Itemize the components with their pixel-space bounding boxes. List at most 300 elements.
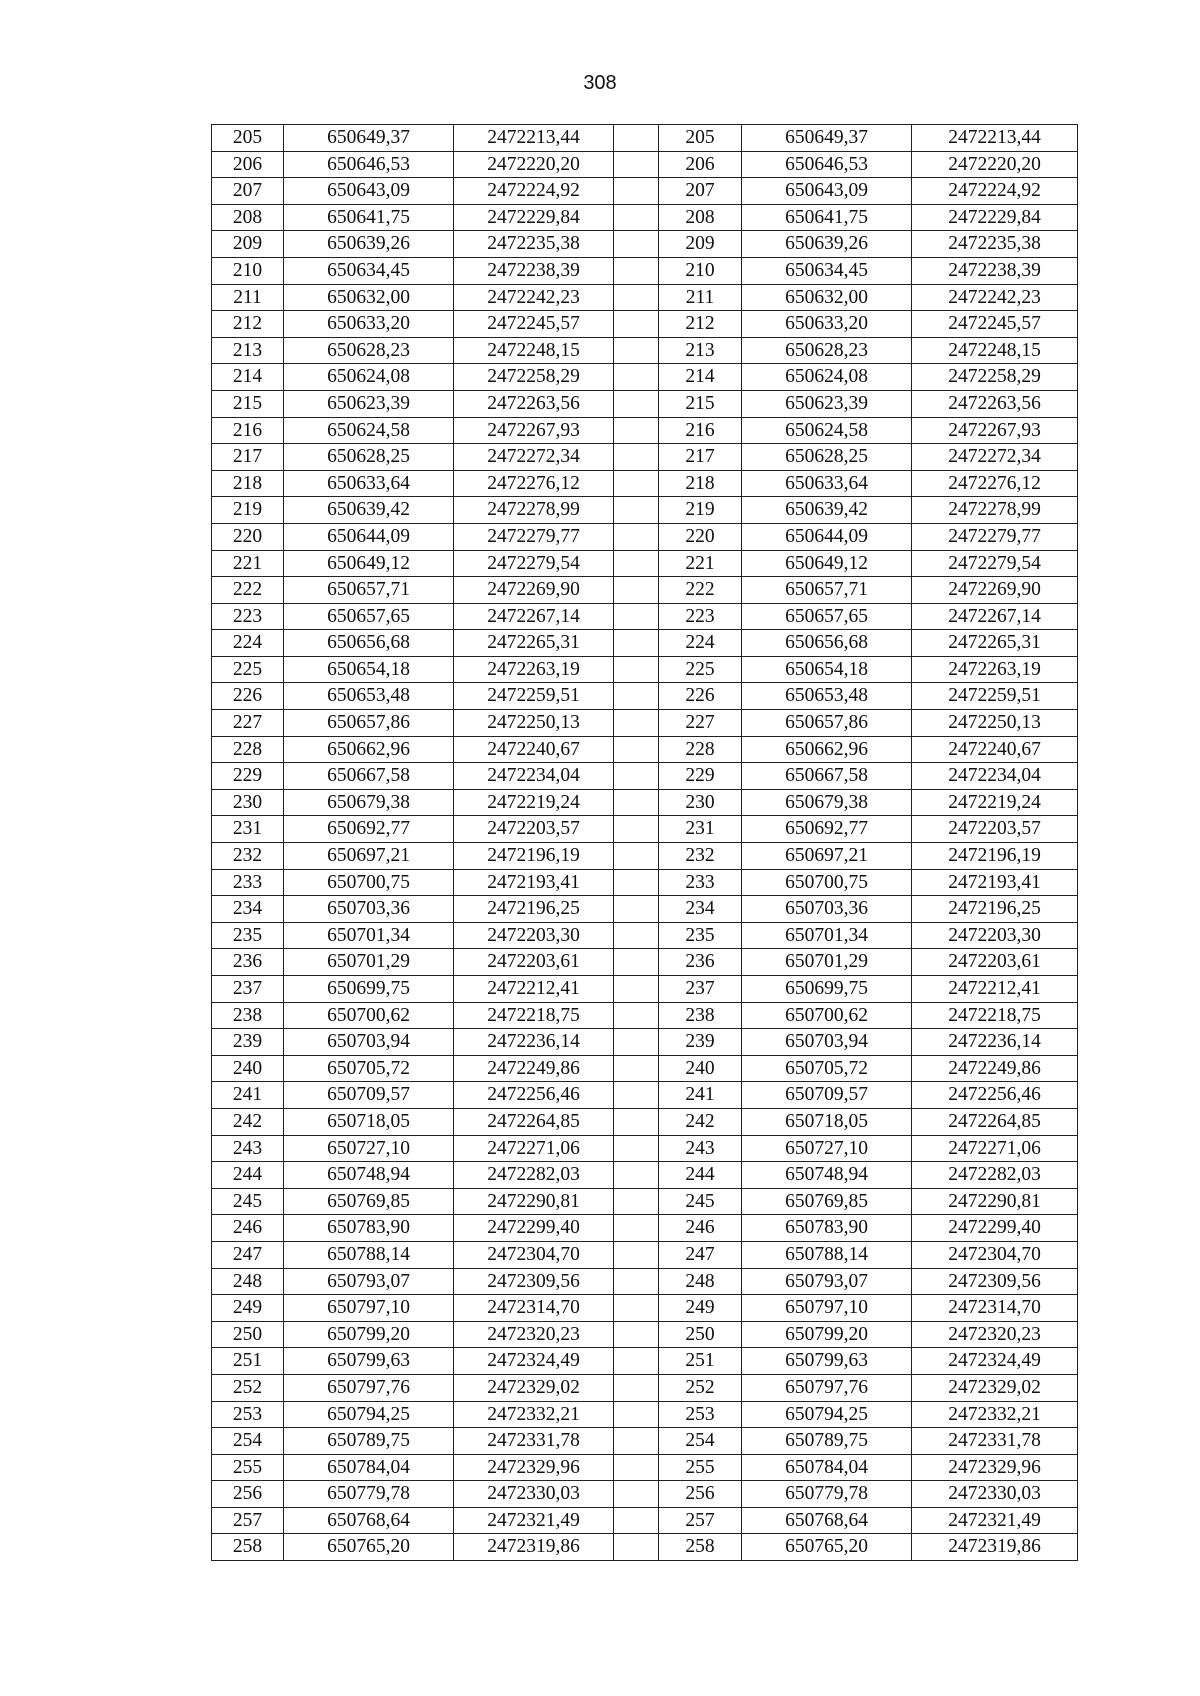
left-y-coordinate: 2472324,49 <box>454 1348 614 1375</box>
page-number: 308 <box>583 72 617 94</box>
table-row <box>212 417 1078 444</box>
right-x-coordinate: 650628,25 <box>742 444 912 471</box>
table-row <box>212 1321 1078 1348</box>
right-point-number: 248 <box>659 1268 742 1295</box>
right-y-coordinate: 2472259,51 <box>912 683 1078 710</box>
table-row <box>212 231 1078 258</box>
right-x-coordinate: 650634,45 <box>742 257 912 284</box>
table-row <box>212 896 1078 923</box>
right-x-coordinate: 650793,07 <box>742 1268 912 1295</box>
right-x-coordinate: 650784,04 <box>742 1454 912 1481</box>
right-x-coordinate: 650765,20 <box>742 1534 912 1561</box>
table-row <box>212 444 1078 471</box>
right-x-coordinate: 650701,34 <box>742 922 912 949</box>
empty-separator-cell <box>614 1135 659 1162</box>
right-x-coordinate: 650779,78 <box>742 1481 912 1508</box>
left-point-number: 216 <box>212 417 284 444</box>
right-point-number: 225 <box>659 656 742 683</box>
empty-separator-cell <box>614 763 659 790</box>
right-x-coordinate: 650641,75 <box>742 204 912 231</box>
left-point-number: 225 <box>212 656 284 683</box>
left-point-number: 238 <box>212 1002 284 1029</box>
right-y-coordinate: 2472269,90 <box>912 577 1078 604</box>
right-y-coordinate: 2472263,19 <box>912 656 1078 683</box>
right-y-coordinate: 2472329,02 <box>912 1374 1078 1401</box>
left-y-coordinate: 2472269,90 <box>454 577 614 604</box>
right-y-coordinate: 2472234,04 <box>912 763 1078 790</box>
empty-separator-cell <box>614 896 659 923</box>
empty-separator-cell <box>614 125 659 152</box>
right-x-coordinate: 650697,21 <box>742 843 912 870</box>
right-y-coordinate: 2472267,93 <box>912 417 1078 444</box>
table-row <box>212 976 1078 1003</box>
empty-separator-cell <box>614 1401 659 1428</box>
right-y-coordinate: 2472242,23 <box>912 284 1078 311</box>
left-point-number: 239 <box>212 1029 284 1056</box>
right-point-number: 241 <box>659 1082 742 1109</box>
empty-separator-cell <box>614 1162 659 1189</box>
left-y-coordinate: 2472279,54 <box>454 550 614 577</box>
right-y-coordinate: 2472321,49 <box>912 1507 1078 1534</box>
left-y-coordinate: 2472196,25 <box>454 896 614 923</box>
left-y-coordinate: 2472299,40 <box>454 1215 614 1242</box>
left-y-coordinate: 2472265,31 <box>454 630 614 657</box>
table-row <box>212 869 1078 896</box>
table-row <box>212 1135 1078 1162</box>
left-point-number: 210 <box>212 257 284 284</box>
left-y-coordinate: 2472235,38 <box>454 231 614 258</box>
right-point-number: 252 <box>659 1374 742 1401</box>
left-point-number: 246 <box>212 1215 284 1242</box>
right-point-number: 257 <box>659 1507 742 1534</box>
left-y-coordinate: 2472271,06 <box>454 1135 614 1162</box>
left-x-coordinate: 650794,25 <box>284 1401 454 1428</box>
right-y-coordinate: 2472304,70 <box>912 1241 1078 1268</box>
right-x-coordinate: 650789,75 <box>742 1428 912 1455</box>
left-y-coordinate: 2472203,61 <box>454 949 614 976</box>
empty-separator-cell <box>614 1321 659 1348</box>
left-point-number: 205 <box>212 125 284 152</box>
left-point-number: 236 <box>212 949 284 976</box>
right-point-number: 232 <box>659 843 742 870</box>
right-y-coordinate: 2472196,25 <box>912 896 1078 923</box>
right-x-coordinate: 650624,58 <box>742 417 912 444</box>
left-y-coordinate: 2472314,70 <box>454 1295 614 1322</box>
empty-separator-cell <box>614 1241 659 1268</box>
left-point-number: 240 <box>212 1055 284 1082</box>
table-row <box>212 1241 1078 1268</box>
empty-separator-cell <box>614 656 659 683</box>
right-y-coordinate: 2472319,86 <box>912 1534 1078 1561</box>
left-y-coordinate: 2472219,24 <box>454 789 614 816</box>
right-point-number: 239 <box>659 1029 742 1056</box>
empty-separator-cell <box>614 417 659 444</box>
right-point-number: 247 <box>659 1241 742 1268</box>
right-x-coordinate: 650628,23 <box>742 337 912 364</box>
right-y-coordinate: 2472267,14 <box>912 603 1078 630</box>
right-y-coordinate: 2472224,92 <box>912 178 1078 205</box>
table-row <box>212 1428 1078 1455</box>
left-x-coordinate: 650789,75 <box>284 1428 454 1455</box>
table-row <box>212 710 1078 737</box>
empty-separator-cell <box>614 231 659 258</box>
left-x-coordinate: 650656,68 <box>284 630 454 657</box>
table-row <box>212 736 1078 763</box>
empty-separator-cell <box>614 151 659 178</box>
left-point-number: 255 <box>212 1454 284 1481</box>
left-x-coordinate: 650765,20 <box>284 1534 454 1561</box>
left-x-coordinate: 650628,25 <box>284 444 454 471</box>
left-y-coordinate: 2472249,86 <box>454 1055 614 1082</box>
right-point-number: 214 <box>659 364 742 391</box>
right-point-number: 207 <box>659 178 742 205</box>
right-x-coordinate: 650727,10 <box>742 1135 912 1162</box>
left-y-coordinate: 2472278,99 <box>454 497 614 524</box>
right-point-number: 256 <box>659 1481 742 1508</box>
right-point-number: 244 <box>659 1162 742 1189</box>
right-point-number: 231 <box>659 816 742 843</box>
left-point-number: 207 <box>212 178 284 205</box>
empty-separator-cell <box>614 284 659 311</box>
table-row <box>212 1188 1078 1215</box>
left-y-coordinate: 2472329,96 <box>454 1454 614 1481</box>
empty-separator-cell <box>614 949 659 976</box>
left-y-coordinate: 2472203,57 <box>454 816 614 843</box>
left-y-coordinate: 2472329,02 <box>454 1374 614 1401</box>
left-y-coordinate: 2472330,03 <box>454 1481 614 1508</box>
right-y-coordinate: 2472299,40 <box>912 1215 1078 1242</box>
table-row <box>212 1108 1078 1135</box>
right-x-coordinate: 650639,42 <box>742 497 912 524</box>
left-y-coordinate: 2472279,77 <box>454 523 614 550</box>
left-x-coordinate: 650667,58 <box>284 763 454 790</box>
left-y-coordinate: 2472263,19 <box>454 656 614 683</box>
left-y-coordinate: 2472203,30 <box>454 922 614 949</box>
table-row <box>212 364 1078 391</box>
left-x-coordinate: 650748,94 <box>284 1162 454 1189</box>
left-point-number: 254 <box>212 1428 284 1455</box>
left-x-coordinate: 650641,75 <box>284 204 454 231</box>
left-y-coordinate: 2472236,14 <box>454 1029 614 1056</box>
table-row <box>212 1055 1078 1082</box>
right-point-number: 218 <box>659 470 742 497</box>
right-x-coordinate: 650797,10 <box>742 1295 912 1322</box>
table-row <box>212 603 1078 630</box>
left-point-number: 243 <box>212 1135 284 1162</box>
left-x-coordinate: 650624,08 <box>284 364 454 391</box>
right-x-coordinate: 650794,25 <box>742 1401 912 1428</box>
left-y-coordinate: 2472263,56 <box>454 390 614 417</box>
left-x-coordinate: 650799,63 <box>284 1348 454 1375</box>
right-y-coordinate: 2472279,54 <box>912 550 1078 577</box>
right-point-number: 222 <box>659 577 742 604</box>
right-x-coordinate: 650623,39 <box>742 390 912 417</box>
right-x-coordinate: 650656,68 <box>742 630 912 657</box>
right-point-number: 229 <box>659 763 742 790</box>
empty-separator-cell <box>614 204 659 231</box>
table-row <box>212 1029 1078 1056</box>
right-point-number: 227 <box>659 710 742 737</box>
left-x-coordinate: 650769,85 <box>284 1188 454 1215</box>
left-y-coordinate: 2472229,84 <box>454 204 614 231</box>
right-y-coordinate: 2472193,41 <box>912 869 1078 896</box>
left-y-coordinate: 2472282,03 <box>454 1162 614 1189</box>
left-point-number: 234 <box>212 896 284 923</box>
table-row <box>212 1215 1078 1242</box>
left-x-coordinate: 650701,34 <box>284 922 454 949</box>
right-y-coordinate: 2472212,41 <box>912 976 1078 1003</box>
table-row <box>212 1002 1078 1029</box>
right-point-number: 210 <box>659 257 742 284</box>
left-y-coordinate: 2472272,34 <box>454 444 614 471</box>
table-row <box>212 949 1078 976</box>
right-point-number: 224 <box>659 630 742 657</box>
left-point-number: 228 <box>212 736 284 763</box>
left-x-coordinate: 650639,42 <box>284 497 454 524</box>
left-x-coordinate: 650793,07 <box>284 1268 454 1295</box>
left-y-coordinate: 2472242,23 <box>454 284 614 311</box>
left-x-coordinate: 650634,45 <box>284 257 454 284</box>
right-x-coordinate: 650653,48 <box>742 683 912 710</box>
left-x-coordinate: 650784,04 <box>284 1454 454 1481</box>
left-x-coordinate: 650657,86 <box>284 710 454 737</box>
right-y-coordinate: 2472219,24 <box>912 789 1078 816</box>
table-row <box>212 1162 1078 1189</box>
right-y-coordinate: 2472309,56 <box>912 1268 1078 1295</box>
left-x-coordinate: 650646,53 <box>284 151 454 178</box>
left-point-number: 258 <box>212 1534 284 1561</box>
right-x-coordinate: 650709,57 <box>742 1082 912 1109</box>
left-x-coordinate: 650783,90 <box>284 1215 454 1242</box>
right-x-coordinate: 650657,71 <box>742 577 912 604</box>
coordinates-table-body <box>212 125 1078 1561</box>
right-y-coordinate: 2472250,13 <box>912 710 1078 737</box>
left-point-number: 233 <box>212 869 284 896</box>
left-point-number: 218 <box>212 470 284 497</box>
left-y-coordinate: 2472248,15 <box>454 337 614 364</box>
table-row <box>212 1348 1078 1375</box>
left-point-number: 221 <box>212 550 284 577</box>
left-x-coordinate: 650624,58 <box>284 417 454 444</box>
right-y-coordinate: 2472331,78 <box>912 1428 1078 1455</box>
left-y-coordinate: 2472267,93 <box>454 417 614 444</box>
left-point-number: 257 <box>212 1507 284 1534</box>
left-x-coordinate: 650649,12 <box>284 550 454 577</box>
empty-separator-cell <box>614 603 659 630</box>
left-point-number: 213 <box>212 337 284 364</box>
left-y-coordinate: 2472304,70 <box>454 1241 614 1268</box>
right-y-coordinate: 2472264,85 <box>912 1108 1078 1135</box>
left-x-coordinate: 650628,23 <box>284 337 454 364</box>
left-x-coordinate: 650657,71 <box>284 577 454 604</box>
right-point-number: 217 <box>659 444 742 471</box>
right-y-coordinate: 2472213,44 <box>912 125 1078 152</box>
right-x-coordinate: 650769,85 <box>742 1188 912 1215</box>
right-point-number: 209 <box>659 231 742 258</box>
empty-separator-cell <box>614 736 659 763</box>
empty-separator-cell <box>614 364 659 391</box>
empty-separator-cell <box>614 1188 659 1215</box>
left-y-coordinate: 2472250,13 <box>454 710 614 737</box>
table-row <box>212 1295 1078 1322</box>
empty-separator-cell <box>614 497 659 524</box>
table-row <box>212 337 1078 364</box>
right-y-coordinate: 2472240,67 <box>912 736 1078 763</box>
right-x-coordinate: 650667,58 <box>742 763 912 790</box>
right-point-number: 228 <box>659 736 742 763</box>
right-x-coordinate: 650797,76 <box>742 1374 912 1401</box>
left-x-coordinate: 650692,77 <box>284 816 454 843</box>
left-y-coordinate: 2472193,41 <box>454 869 614 896</box>
table-row <box>212 550 1078 577</box>
right-point-number: 234 <box>659 896 742 923</box>
left-x-coordinate: 650639,26 <box>284 231 454 258</box>
empty-separator-cell <box>614 577 659 604</box>
table-row <box>212 390 1078 417</box>
right-point-number: 215 <box>659 390 742 417</box>
left-y-coordinate: 2472276,12 <box>454 470 614 497</box>
right-y-coordinate: 2472203,30 <box>912 922 1078 949</box>
right-point-number: 235 <box>659 922 742 949</box>
empty-separator-cell <box>614 1428 659 1455</box>
left-x-coordinate: 650657,65 <box>284 603 454 630</box>
right-point-number: 255 <box>659 1454 742 1481</box>
table-row <box>212 151 1078 178</box>
right-y-coordinate: 2472332,21 <box>912 1401 1078 1428</box>
right-point-number: 219 <box>659 497 742 524</box>
right-x-coordinate: 650705,72 <box>742 1055 912 1082</box>
left-y-coordinate: 2472290,81 <box>454 1188 614 1215</box>
left-y-coordinate: 2472196,19 <box>454 843 614 870</box>
left-x-coordinate: 650662,96 <box>284 736 454 763</box>
table-row <box>212 1374 1078 1401</box>
left-x-coordinate: 650700,75 <box>284 869 454 896</box>
right-point-number: 251 <box>659 1348 742 1375</box>
left-x-coordinate: 650644,09 <box>284 523 454 550</box>
empty-separator-cell <box>614 869 659 896</box>
right-y-coordinate: 2472248,15 <box>912 337 1078 364</box>
left-point-number: 214 <box>212 364 284 391</box>
left-x-coordinate: 650705,72 <box>284 1055 454 1082</box>
left-y-coordinate: 2472212,41 <box>454 976 614 1003</box>
table-row <box>212 789 1078 816</box>
right-point-number: 223 <box>659 603 742 630</box>
empty-separator-cell <box>614 789 659 816</box>
empty-separator-cell <box>614 922 659 949</box>
left-point-number: 245 <box>212 1188 284 1215</box>
left-point-number: 211 <box>212 284 284 311</box>
right-y-coordinate: 2472196,19 <box>912 843 1078 870</box>
left-x-coordinate: 650799,20 <box>284 1321 454 1348</box>
right-x-coordinate: 650692,77 <box>742 816 912 843</box>
right-y-coordinate: 2472245,57 <box>912 311 1078 338</box>
empty-separator-cell <box>614 523 659 550</box>
left-point-number: 206 <box>212 151 284 178</box>
table-row <box>212 577 1078 604</box>
empty-separator-cell <box>614 1029 659 1056</box>
table-row <box>212 125 1078 152</box>
empty-separator-cell <box>614 1348 659 1375</box>
right-y-coordinate: 2472330,03 <box>912 1481 1078 1508</box>
left-point-number: 231 <box>212 816 284 843</box>
left-point-number: 250 <box>212 1321 284 1348</box>
table-row <box>212 470 1078 497</box>
table-row <box>212 1507 1078 1534</box>
left-x-coordinate: 650633,20 <box>284 311 454 338</box>
empty-separator-cell <box>614 1534 659 1561</box>
empty-separator-cell <box>614 337 659 364</box>
table-row <box>212 1082 1078 1109</box>
empty-separator-cell <box>614 1481 659 1508</box>
right-y-coordinate: 2472258,29 <box>912 364 1078 391</box>
left-point-number: 209 <box>212 231 284 258</box>
empty-separator-cell <box>614 630 659 657</box>
right-x-coordinate: 650646,53 <box>742 151 912 178</box>
right-x-coordinate: 650788,14 <box>742 1241 912 1268</box>
left-point-number: 219 <box>212 497 284 524</box>
right-point-number: 243 <box>659 1135 742 1162</box>
right-x-coordinate: 650644,09 <box>742 523 912 550</box>
table-row <box>212 1268 1078 1295</box>
left-point-number: 242 <box>212 1108 284 1135</box>
table-row <box>212 630 1078 657</box>
right-y-coordinate: 2472218,75 <box>912 1002 1078 1029</box>
empty-separator-cell <box>614 257 659 284</box>
right-y-coordinate: 2472282,03 <box>912 1162 1078 1189</box>
right-y-coordinate: 2472329,96 <box>912 1454 1078 1481</box>
right-x-coordinate: 650649,12 <box>742 550 912 577</box>
left-x-coordinate: 650653,48 <box>284 683 454 710</box>
right-point-number: 220 <box>659 523 742 550</box>
right-y-coordinate: 2472263,56 <box>912 390 1078 417</box>
left-point-number: 224 <box>212 630 284 657</box>
right-point-number: 221 <box>659 550 742 577</box>
left-point-number: 212 <box>212 311 284 338</box>
table-row <box>212 1401 1078 1428</box>
empty-separator-cell <box>614 1108 659 1135</box>
left-point-number: 247 <box>212 1241 284 1268</box>
empty-separator-cell <box>614 444 659 471</box>
right-y-coordinate: 2472290,81 <box>912 1188 1078 1215</box>
left-point-number: 237 <box>212 976 284 1003</box>
right-point-number: 216 <box>659 417 742 444</box>
left-y-coordinate: 2472234,04 <box>454 763 614 790</box>
right-x-coordinate: 650633,20 <box>742 311 912 338</box>
left-point-number: 227 <box>212 710 284 737</box>
table-row <box>212 816 1078 843</box>
right-x-coordinate: 650654,18 <box>742 656 912 683</box>
left-x-coordinate: 650703,94 <box>284 1029 454 1056</box>
left-point-number: 215 <box>212 390 284 417</box>
right-point-number: 212 <box>659 311 742 338</box>
right-y-coordinate: 2472271,06 <box>912 1135 1078 1162</box>
left-y-coordinate: 2472218,75 <box>454 1002 614 1029</box>
table-row <box>212 178 1078 205</box>
left-x-coordinate: 650727,10 <box>284 1135 454 1162</box>
empty-separator-cell <box>614 710 659 737</box>
left-y-coordinate: 2472220,20 <box>454 151 614 178</box>
empty-separator-cell <box>614 683 659 710</box>
left-point-number: 252 <box>212 1374 284 1401</box>
right-y-coordinate: 2472320,23 <box>912 1321 1078 1348</box>
empty-separator-cell <box>614 976 659 1003</box>
left-x-coordinate: 650633,64 <box>284 470 454 497</box>
left-y-coordinate: 2472309,56 <box>454 1268 614 1295</box>
left-x-coordinate: 650701,29 <box>284 949 454 976</box>
left-y-coordinate: 2472267,14 <box>454 603 614 630</box>
left-point-number: 249 <box>212 1295 284 1322</box>
left-point-number: 235 <box>212 922 284 949</box>
